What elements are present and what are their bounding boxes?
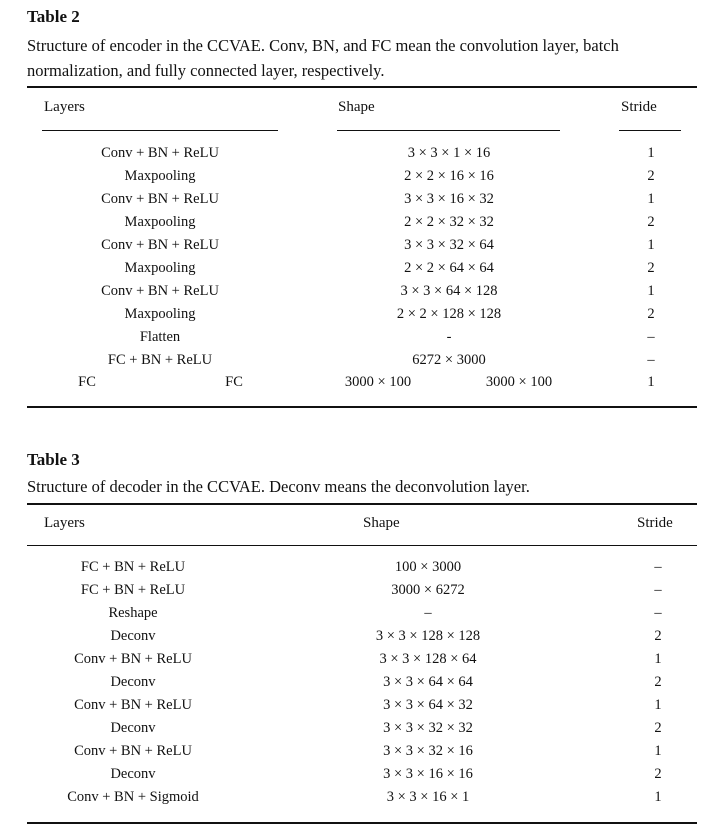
table3-cell-layer: Deconv	[110, 674, 156, 690]
table3-cell-shape: 3 × 3 × 64 × 32	[383, 697, 473, 713]
table2-cell-shape: 3 × 3 × 32 × 64	[404, 237, 494, 253]
table3-header-stride: Stride	[637, 515, 673, 531]
table2-last-layer-b: FC	[225, 374, 243, 390]
table2-cell-shape: 2 × 2 × 16 × 16	[404, 168, 494, 184]
table2-shape-underline	[337, 130, 560, 131]
table2-cell-shape: 2 × 2 × 128 × 128	[396, 306, 502, 322]
table3-cell-shape: 3 × 3 × 128 × 128	[375, 628, 481, 644]
table3-cell-shape: –	[424, 605, 432, 621]
table3-cell-stride: 1	[654, 651, 662, 667]
table2-header-stride: Stride	[621, 99, 657, 115]
table2-header-shape: Shape	[338, 99, 375, 115]
table3-cell-stride: 2	[654, 628, 662, 644]
table3-cell-layer: Deconv	[110, 628, 156, 644]
table3-cell-shape: 3 × 3 × 32 × 16	[383, 743, 473, 759]
table2-cell-shape: 2 × 2 × 32 × 32	[404, 214, 494, 230]
table2-cell-shape: 6272 × 3000	[412, 352, 486, 368]
table2-top-rule	[27, 86, 697, 88]
table2-cell-shape: 2 × 2 × 64 × 64	[404, 260, 494, 276]
table3-header-rule	[27, 545, 697, 546]
table2-cell-layer: Conv + BN + ReLU	[101, 283, 219, 299]
table3-cell-stride: –	[654, 605, 662, 621]
table2-cell-shape: 3 × 3 × 16 × 32	[404, 191, 494, 207]
table2-cell-shape: 3 × 3 × 1 × 16	[407, 145, 491, 161]
table3-cell-stride: 2	[654, 720, 662, 736]
table2-cell-stride: 2	[647, 168, 655, 184]
table2-cell-stride: 1	[647, 191, 655, 207]
table3-cell-layer: Reshape	[108, 605, 158, 621]
table3-cell-shape: 3 × 3 × 32 × 32	[383, 720, 473, 736]
table2-header-layers: Layers	[44, 99, 85, 115]
table2-cell-layer: Maxpooling	[124, 306, 196, 322]
table3-cell-shape: 3 × 3 × 16 × 16	[383, 766, 473, 782]
table2-cell-stride: 1	[647, 283, 655, 299]
table2-title: Table 2	[27, 7, 80, 26]
table2-cell-stride: 2	[647, 306, 655, 322]
table3-cell-stride: 1	[654, 789, 662, 805]
table3-top-rule	[27, 503, 697, 505]
table2-cell-layer: Conv + BN + ReLU	[101, 237, 219, 253]
table2-last-layer-a: FC	[78, 374, 96, 390]
table2-cell-layer: Conv + BN + ReLU	[101, 145, 219, 161]
table2-cell-stride: –	[647, 329, 655, 345]
table2-cell-layer: FC + BN + ReLU	[107, 352, 213, 368]
table2-cell-stride: 2	[647, 214, 655, 230]
table2-cell-layer: Flatten	[139, 329, 181, 345]
table2-cell-stride: 1	[647, 145, 655, 161]
table3-cell-shape: 3 × 3 × 16 × 1	[386, 789, 470, 805]
table3-cell-layer: Deconv	[110, 766, 156, 782]
table3-cell-stride: –	[654, 559, 662, 575]
table3-cell-stride: 1	[654, 697, 662, 713]
table3-cell-shape: 3 × 3 × 64 × 64	[383, 674, 473, 690]
table3-cell-stride: –	[654, 582, 662, 598]
table2-last-stride: 1	[647, 374, 655, 390]
table2-cell-layer: Maxpooling	[124, 214, 196, 230]
table3-cell-shape: 100 × 3000	[394, 559, 462, 575]
table2-layers-underline	[42, 130, 278, 131]
table3-cell-layer: Conv + BN + ReLU	[74, 697, 192, 713]
table3-cell-stride: 2	[654, 674, 662, 690]
table2-stride-underline	[619, 130, 681, 131]
table2-cell-shape: 3 × 3 × 64 × 128	[400, 283, 498, 299]
table2-last-shape-a: 3000 × 100	[344, 374, 412, 390]
table2-cell-stride: –	[647, 352, 655, 368]
table2-cell-layer: Maxpooling	[124, 260, 196, 276]
table2-last-shape-b: 3000 × 100	[485, 374, 553, 390]
table3-cell-stride: 1	[654, 743, 662, 759]
table3-cell-layer: Conv + BN + Sigmoid	[67, 789, 199, 805]
table3-caption: Structure of decoder in the CCVAE. Deconv means the deconvolution layer.	[27, 477, 530, 496]
table3-header-layers: Layers	[44, 515, 85, 531]
table2-cell-stride: 1	[647, 237, 655, 253]
table3-cell-layer: FC + BN + ReLU	[80, 582, 186, 598]
table3-header-shape: Shape	[363, 515, 400, 531]
table3-cell-layer: Conv + BN + ReLU	[74, 743, 192, 759]
table2-cell-stride: 2	[647, 260, 655, 276]
table3-cell-shape: 3 × 3 × 128 × 64	[379, 651, 477, 667]
table3-cell-shape: 3000 × 6272	[391, 582, 465, 598]
table2-cell-shape: -	[446, 329, 452, 345]
table3-bottom-rule	[27, 822, 697, 824]
table2-caption: Structure of encoder in the CCVAE. Conv, BN, and FC mean the convolution layer, batch normalization, and fully connected layer, respectively.	[27, 36, 619, 80]
table2-cell-layer: Maxpooling	[124, 168, 196, 184]
table2-bottom-rule	[27, 406, 697, 408]
table3-title: Table 3	[27, 450, 80, 469]
table3-cell-layer: Deconv	[110, 720, 156, 736]
table3-cell-stride: 2	[654, 766, 662, 782]
table3-cell-layer: FC + BN + ReLU	[80, 559, 186, 575]
table3-cell-layer: Conv + BN + ReLU	[74, 651, 192, 667]
table2-cell-layer: Conv + BN + ReLU	[101, 191, 219, 207]
